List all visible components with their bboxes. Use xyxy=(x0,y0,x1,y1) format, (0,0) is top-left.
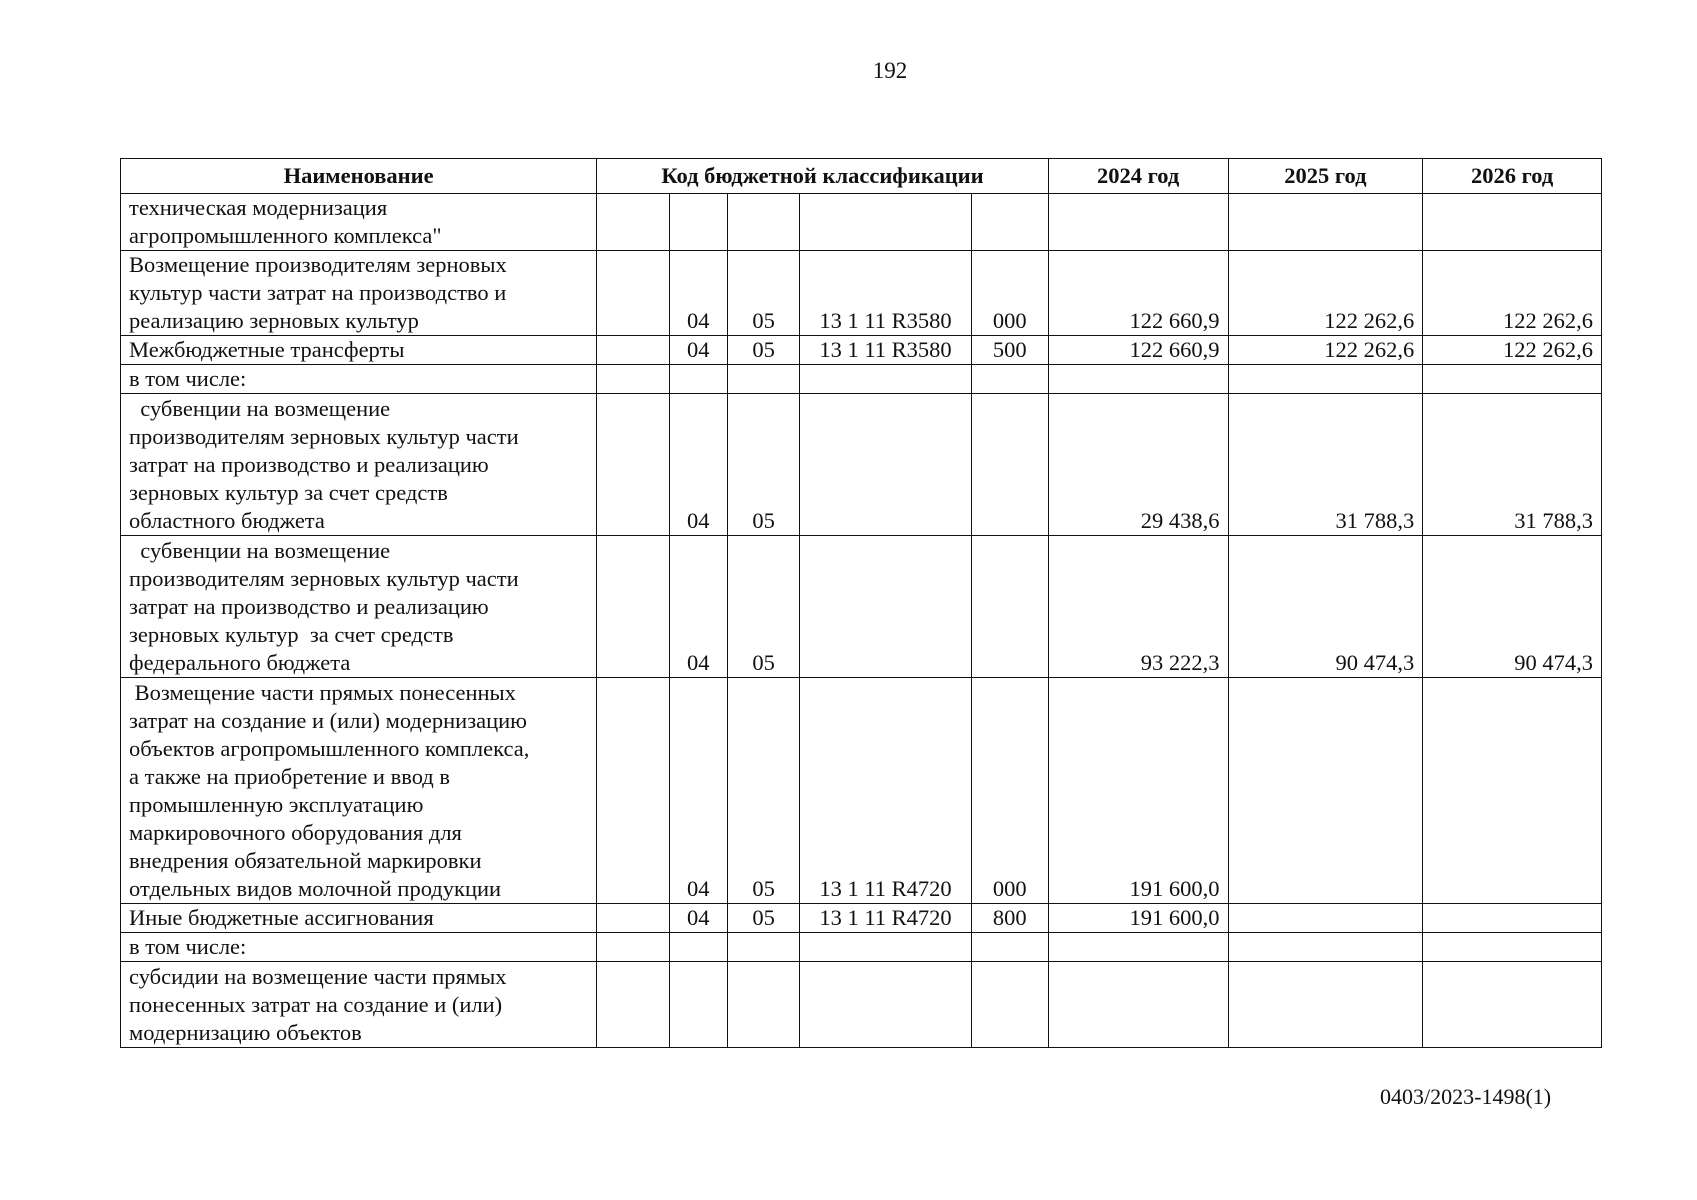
value-2024: 191 600,0 xyxy=(1048,678,1228,904)
code-cell-expense-type xyxy=(971,933,1048,962)
code-cell-expense-type xyxy=(971,394,1048,536)
code-cell-subsection: 05 xyxy=(727,904,800,933)
code-cell-expense-type xyxy=(971,962,1048,1048)
code-cell-target: 13 1 11 R3580 xyxy=(800,336,971,365)
code-cell-subsection xyxy=(727,365,800,394)
value-2026 xyxy=(1423,904,1602,933)
code-cell-0 xyxy=(597,251,670,336)
value-2025 xyxy=(1228,194,1423,251)
value-2026 xyxy=(1423,962,1602,1048)
code-cell-section: 04 xyxy=(669,394,727,536)
value-2025: 122 262,6 xyxy=(1228,336,1423,365)
value-2024: 191 600,0 xyxy=(1048,904,1228,933)
code-cell-0 xyxy=(597,194,670,251)
code-cell-subsection: 05 xyxy=(727,536,800,678)
table-row xyxy=(121,365,1602,394)
document-code: 0403/2023-1498(1) xyxy=(1380,1084,1552,1109)
table-row xyxy=(121,962,1602,1048)
row-name: Возмещение части прямых понесенных затрат на создание и (или) модернизацию объектов агропромышленного комплекса, а также на приобретение и ввод в промышленную эксплуатацию маркировочного оборудования для внедрения обязательной маркировки отдельных видов молочной продукции xyxy=(121,678,597,904)
row-name: техническая модернизация агропромышленного комплекса" xyxy=(121,194,597,251)
value-2025 xyxy=(1228,933,1423,962)
row-name: Иные бюджетные ассигнования xyxy=(121,904,597,933)
value-2025: 31 788,3 xyxy=(1228,394,1423,536)
value-2026: 90 474,3 xyxy=(1423,536,1602,678)
code-cell-target xyxy=(800,962,971,1048)
value-2024 xyxy=(1048,194,1228,251)
code-cell-target: 13 1 11 R4720 xyxy=(800,678,971,904)
code-cell-0 xyxy=(597,536,670,678)
table-row xyxy=(121,678,1602,904)
code-cell-section: 04 xyxy=(669,904,727,933)
code-cell-0 xyxy=(597,394,670,536)
code-cell-0 xyxy=(597,678,670,904)
header-budget-code: Код бюджетной классификации xyxy=(597,159,1049,194)
code-cell-target xyxy=(800,194,971,251)
value-2025: 90 474,3 xyxy=(1228,536,1423,678)
code-cell-section: 04 xyxy=(669,678,727,904)
table-row xyxy=(121,394,1602,536)
code-cell-subsection: 05 xyxy=(727,678,800,904)
code-cell-0 xyxy=(597,336,670,365)
code-cell-section: 04 xyxy=(669,336,727,365)
code-cell-expense-type: 500 xyxy=(971,336,1048,365)
budget-table xyxy=(120,158,1602,1048)
value-2026: 122 262,6 xyxy=(1423,336,1602,365)
page-number: 192 xyxy=(872,58,908,83)
value-2025 xyxy=(1228,962,1423,1048)
code-cell-target xyxy=(800,536,971,678)
code-cell-section: 04 xyxy=(669,536,727,678)
value-2024: 93 222,3 xyxy=(1048,536,1228,678)
code-cell-subsection: 05 xyxy=(727,336,800,365)
value-2025 xyxy=(1228,904,1423,933)
code-cell-expense-type: 000 xyxy=(971,678,1048,904)
value-2026 xyxy=(1423,678,1602,904)
value-2026 xyxy=(1423,933,1602,962)
code-cell-target: 13 1 11 R4720 xyxy=(800,904,971,933)
value-2024: 122 660,9 xyxy=(1048,336,1228,365)
value-2026 xyxy=(1423,365,1602,394)
value-2024 xyxy=(1048,365,1228,394)
value-2024: 122 660,9 xyxy=(1048,251,1228,336)
code-cell-target xyxy=(800,394,971,536)
row-name: в том числе: xyxy=(121,933,597,962)
header-year-2025: 2025 год xyxy=(1228,159,1423,194)
code-cell-section: 04 xyxy=(669,251,727,336)
code-cell-expense-type xyxy=(971,194,1048,251)
code-cell-target xyxy=(800,365,971,394)
code-cell-0 xyxy=(597,933,670,962)
value-2024 xyxy=(1048,933,1228,962)
value-2026: 31 788,3 xyxy=(1423,394,1602,536)
row-name: в том числе: xyxy=(121,365,597,394)
row-name: субвенции на возмещение производителям зерновых культур части затрат на производство и реализацию зерновых культур за счет средств областного бюджета xyxy=(121,394,597,536)
code-cell-target xyxy=(800,933,971,962)
code-cell-subsection xyxy=(727,933,800,962)
value-2025 xyxy=(1228,678,1423,904)
table-row xyxy=(121,251,1602,336)
value-2024 xyxy=(1048,962,1228,1048)
table-row xyxy=(121,536,1602,678)
code-cell-subsection xyxy=(727,962,800,1048)
code-cell-target: 13 1 11 R3580 xyxy=(800,251,971,336)
value-2024: 29 438,6 xyxy=(1048,394,1228,536)
table-header-row xyxy=(121,159,1602,194)
code-cell-section xyxy=(669,194,727,251)
row-name: Межбюджетные трансферты xyxy=(121,336,597,365)
value-2025 xyxy=(1228,365,1423,394)
code-cell-subsection: 05 xyxy=(727,251,800,336)
code-cell-section xyxy=(669,365,727,394)
code-cell-0 xyxy=(597,904,670,933)
header-year-2024: 2024 год xyxy=(1048,159,1228,194)
value-2026 xyxy=(1423,194,1602,251)
code-cell-0 xyxy=(597,365,670,394)
row-name: субсидии на возмещение части прямых понесенных затрат на создание и (или) модернизацию объектов xyxy=(121,962,597,1048)
code-cell-section xyxy=(669,962,727,1048)
table-row xyxy=(121,904,1602,933)
row-name: Возмещение производителям зерновых культур части затрат на производство и реализацию зерновых культур xyxy=(121,251,597,336)
code-cell-section xyxy=(669,933,727,962)
code-cell-expense-type: 000 xyxy=(971,251,1048,336)
table-row xyxy=(121,933,1602,962)
code-cell-expense-type xyxy=(971,365,1048,394)
header-name: Наименование xyxy=(121,159,597,194)
code-cell-expense-type: 800 xyxy=(971,904,1048,933)
row-name: субвенции на возмещение производителям зерновых культур части затрат на производство и реализацию зерновых культур за счет средств федерального бюджета xyxy=(121,536,597,678)
code-cell-subsection xyxy=(727,194,800,251)
value-2025: 122 262,6 xyxy=(1228,251,1423,336)
header-year-2026: 2026 год xyxy=(1423,159,1602,194)
code-cell-expense-type xyxy=(971,536,1048,678)
code-cell-subsection: 05 xyxy=(727,394,800,536)
value-2026: 122 262,6 xyxy=(1423,251,1602,336)
table-row xyxy=(121,336,1602,365)
table-row xyxy=(121,194,1602,251)
code-cell-0 xyxy=(597,962,670,1048)
